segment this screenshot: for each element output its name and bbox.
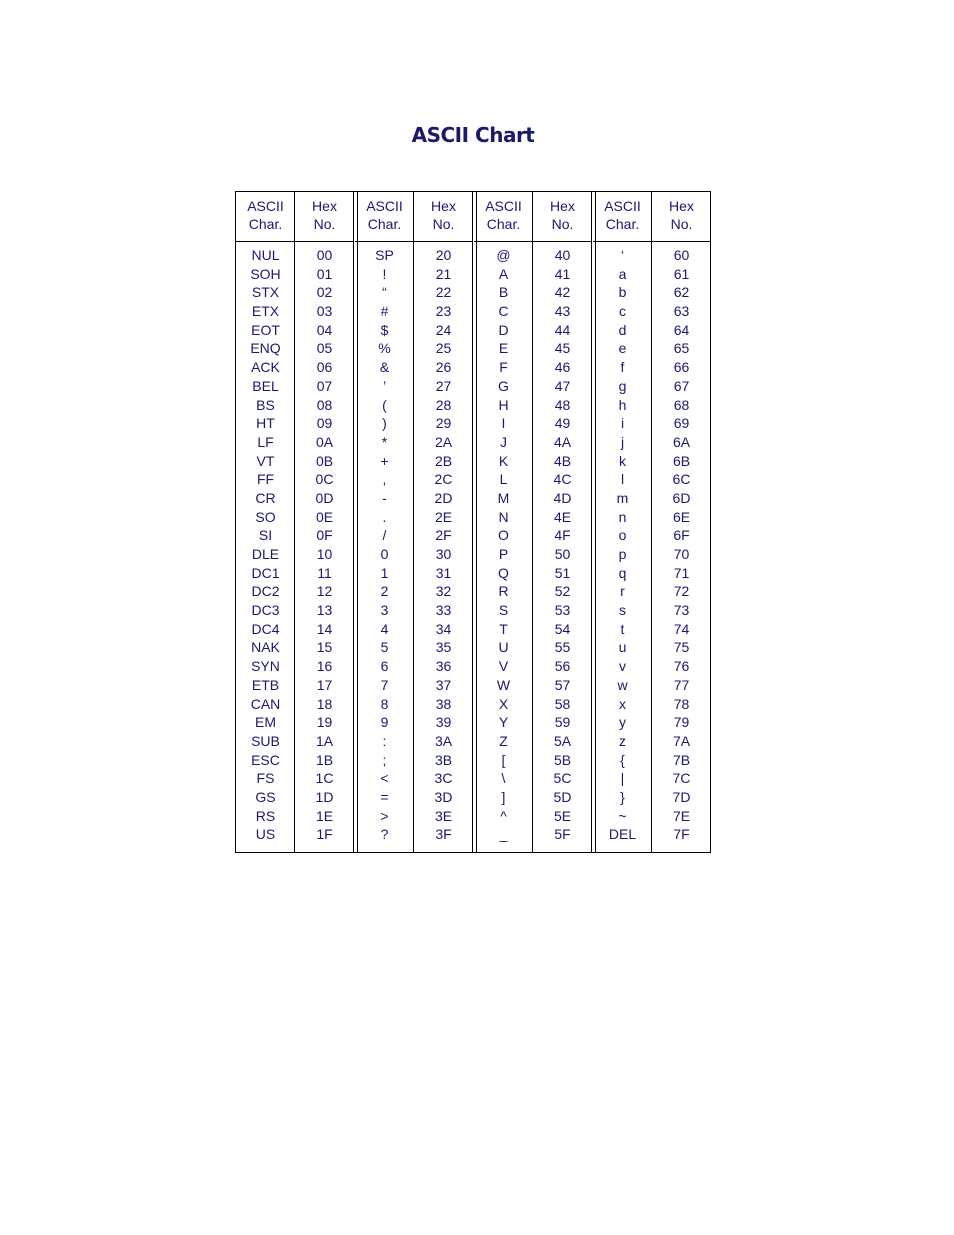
hex-column-header (414, 192, 473, 242)
hex-cell: 17 (316, 676, 333, 693)
ascii-cell: q (618, 564, 627, 581)
header-line-2: No. (313, 216, 336, 232)
ascii-cell: ] (501, 788, 506, 805)
ascii-cell: H (498, 396, 509, 413)
ascii-cell: A (498, 265, 509, 282)
ascii-cell: ’ (382, 377, 387, 394)
ascii-cell: HT (256, 415, 275, 432)
ascii-cell: Y (498, 714, 509, 731)
ascii-cell: K (498, 452, 509, 469)
ascii-cell: C (498, 303, 509, 320)
hex-column-header (295, 192, 354, 242)
ascii-cell: j (620, 433, 625, 450)
hex-cell: 27 (435, 377, 452, 394)
hex-cell: 5C (553, 770, 572, 787)
ascii-cell: 9 (380, 714, 389, 731)
hex-cell: 18 (316, 695, 333, 712)
hex-cell: 2F (435, 527, 452, 544)
hex-cell: 0F (316, 527, 333, 544)
ascii-cell: ( (382, 396, 387, 413)
hex-cell: 0D (315, 489, 334, 506)
ascii-cell: r (620, 583, 625, 600)
ascii-cell: DEL (608, 826, 637, 843)
ascii-cell: J (500, 433, 507, 450)
ascii-cell: NAK (251, 639, 280, 656)
ascii-cell: SUB (251, 732, 280, 749)
ascii-cell: 0 (380, 546, 389, 562)
ascii-cell: U (498, 639, 509, 656)
hex-cell: 36 (435, 658, 452, 675)
hex-cell: 20 (435, 247, 452, 263)
hex-cell: 7A (672, 732, 691, 749)
ascii-cell: BS (256, 396, 275, 413)
ascii-cell: SP (375, 247, 394, 263)
hex-cell: 1B (315, 751, 334, 768)
header-line-1: Hex (669, 198, 694, 214)
ascii-cell: a (618, 265, 627, 282)
column-divider (294, 192, 295, 852)
hex-cell: 2E (434, 508, 453, 525)
hex-cell: 47 (554, 377, 571, 394)
hex-cell: 7F (673, 826, 690, 843)
ascii-cell: ‘ (620, 247, 625, 263)
hex-cell: 08 (316, 396, 333, 413)
header-line-2: No. (432, 216, 455, 232)
ascii-cell: X (498, 695, 509, 712)
ascii-cell: “ (382, 284, 387, 301)
hex-cell: 43 (554, 303, 571, 320)
ascii-cell: } (620, 788, 625, 805)
ascii-cell: o (618, 527, 627, 544)
hex-cell: 15 (316, 639, 333, 656)
hex-cell: 61 (673, 265, 690, 282)
page-title: ASCII Chart (411, 123, 535, 147)
hex-cell: 67 (673, 377, 690, 394)
hex-cell: 2D (434, 489, 453, 506)
hex-cell: 68 (673, 396, 690, 413)
ascii-cell: 7 (380, 676, 389, 693)
ascii-cell: - (382, 489, 387, 506)
hex-cell: 3F (435, 826, 452, 843)
hex-cell: 5E (553, 807, 572, 824)
hex-cell: 39 (435, 714, 452, 731)
ascii-cell: @ (496, 247, 511, 263)
ascii-cell: # (380, 303, 389, 320)
hex-cell: 40 (554, 247, 571, 263)
ascii-cell: d (618, 321, 627, 338)
header-line-1: ASCII (366, 198, 403, 214)
hex-cell: 62 (673, 284, 690, 301)
ascii-cell: b (618, 284, 627, 301)
hex-cell: 35 (435, 639, 452, 656)
hex-cell: 66 (673, 359, 690, 376)
ascii-cell: 8 (380, 695, 389, 712)
hex-cell: 4D (553, 489, 572, 506)
hex-cell: 48 (554, 396, 571, 413)
ascii-cell: k (619, 452, 626, 469)
header-line-1: Hex (431, 198, 456, 214)
ascii-cell: NUL (251, 247, 280, 263)
ascii-cell: _ (499, 826, 508, 843)
ascii-cell: BEL (252, 377, 279, 394)
hex-cell: 5F (554, 826, 571, 843)
ascii-cell: c (619, 303, 626, 320)
ascii-cell: * (381, 433, 388, 450)
ascii-cell: US (255, 826, 276, 843)
ascii-cell: u (618, 639, 627, 656)
ascii-cell: t (620, 620, 625, 637)
hex-cell: 45 (554, 340, 571, 357)
ascii-cell: z (619, 732, 626, 749)
hex-cell: 3D (434, 788, 453, 805)
ascii-cell: DC2 (251, 583, 280, 600)
ascii-cell: N (498, 508, 509, 525)
hex-cell: 53 (554, 602, 571, 619)
ascii-cell: 5 (380, 639, 389, 656)
ascii-cell: | (620, 770, 625, 787)
hex-cell: 1E (315, 807, 334, 824)
hex-cell: 70 (673, 546, 690, 562)
hex-cell: 57 (554, 676, 571, 693)
hex-cell: 25 (435, 340, 452, 357)
hex-cell: 49 (554, 415, 571, 432)
ascii-cell: CAN (250, 695, 281, 712)
hex-column-2 (414, 192, 473, 852)
ascii-cell: SOH (250, 265, 281, 282)
hex-cell: 4C (553, 471, 572, 488)
ascii-cell: ; (382, 751, 387, 768)
hex-cell: 2C (434, 471, 453, 488)
ascii-cell: . (382, 508, 387, 525)
hex-cell: 0B (315, 452, 334, 469)
hex-cell: 50 (554, 546, 571, 562)
ascii-cell: EM (255, 714, 276, 731)
ascii-cell: 1 (380, 564, 389, 581)
ascii-cell: 4 (380, 620, 389, 637)
hex-cell: 3B (434, 751, 453, 768)
ascii-cell: ENQ (250, 340, 281, 357)
hex-cell: 69 (673, 415, 690, 432)
ascii-cell: f (620, 359, 625, 376)
ascii-cell: RS (255, 807, 276, 824)
ascii-cell: s (619, 602, 626, 619)
header-line-2: No. (670, 216, 693, 232)
hex-cell: 24 (435, 321, 452, 338)
ascii-cell: ETX (251, 303, 280, 320)
column-divider (651, 192, 652, 852)
ascii-cell: DC4 (251, 620, 280, 637)
ascii-cell: F (499, 359, 508, 376)
hex-cell: 65 (673, 340, 690, 357)
hex-column-header (652, 192, 711, 242)
hex-cell: 59 (554, 714, 571, 731)
hex-cell: 1D (315, 788, 334, 805)
hex-cell: 26 (435, 359, 452, 376)
ascii-cell: v (619, 658, 626, 675)
hex-cell: 34 (435, 620, 452, 637)
ascii-cell: L (499, 471, 508, 488)
hex-cell: 5A (553, 732, 572, 749)
hex-cell: 78 (673, 695, 690, 712)
ascii-cell: DC3 (251, 602, 280, 619)
hex-cell: 04 (316, 321, 333, 338)
hex-cell: 6C (672, 471, 691, 488)
hex-cell: 4E (553, 508, 572, 525)
ascii-cell: P (498, 546, 509, 562)
hex-cell: 41 (554, 265, 571, 282)
hex-cell: 09 (316, 415, 333, 432)
ascii-cell: n (618, 508, 627, 525)
hex-cell: 03 (316, 303, 333, 320)
ascii-cell: SO (255, 508, 276, 525)
ascii-cell: D (498, 321, 509, 338)
hex-cell: 05 (316, 340, 333, 357)
hex-cell: 38 (435, 695, 452, 712)
ascii-cell: \ (501, 770, 506, 787)
ascii-column-header (355, 192, 414, 242)
ascii-cell: O (498, 527, 509, 544)
ascii-cell: I (501, 415, 506, 432)
hex-cell: 6A (672, 433, 691, 450)
hex-cell: 6E (672, 508, 691, 525)
hex-cell: 5B (553, 751, 572, 768)
ascii-cell: G (498, 377, 509, 394)
hex-cell: 28 (435, 396, 452, 413)
ascii-cell: 3 (380, 602, 389, 619)
column-divider (532, 192, 533, 852)
hex-cell: 01 (316, 265, 333, 282)
ascii-cell: [ (501, 751, 506, 768)
hex-cell: 22 (435, 284, 452, 301)
ascii-cell: > (380, 807, 389, 824)
ascii-cell: y (619, 714, 626, 731)
ascii-cell: W (496, 676, 511, 693)
ascii-column-4 (593, 192, 652, 852)
header-line-2: Char. (486, 216, 521, 232)
hex-cell: 4B (553, 452, 572, 469)
hex-cell: 21 (435, 265, 452, 282)
hex-cell: 1C (315, 770, 334, 787)
ascii-cell: ! (382, 265, 387, 282)
hex-cell: 7E (672, 807, 691, 824)
ascii-cell: p (618, 546, 627, 562)
ascii-cell: ETB (251, 676, 280, 693)
ascii-cell: FS (256, 770, 275, 787)
hex-cell: 52 (554, 583, 571, 600)
hex-cell: 33 (435, 602, 452, 619)
ascii-chart-table (235, 191, 711, 853)
hex-cell: 7D (672, 788, 691, 805)
ascii-cell: % (378, 340, 391, 357)
ascii-cell: 6 (380, 658, 389, 675)
ascii-cell: & (379, 359, 390, 376)
ascii-cell: g (618, 377, 627, 394)
hex-cell: 79 (673, 714, 690, 731)
hex-cell: 0A (315, 433, 334, 450)
hex-cell: 51 (554, 564, 571, 581)
ascii-cell: ESC (251, 751, 280, 768)
hex-cell: 23 (435, 303, 452, 320)
hex-column-4 (652, 192, 711, 852)
ascii-column-1 (236, 192, 295, 852)
header-line-1: ASCII (247, 198, 284, 214)
ascii-cell: E (498, 340, 509, 357)
hex-cell: 58 (554, 695, 571, 712)
ascii-cell: VT (256, 452, 275, 469)
ascii-cell: FF (256, 471, 275, 488)
ascii-cell: T (499, 620, 508, 637)
header-line-1: Hex (550, 198, 575, 214)
hex-column-header (533, 192, 592, 242)
hex-cell: 13 (316, 602, 333, 619)
hex-cell: 74 (673, 620, 690, 637)
hex-cell: 0C (315, 471, 334, 488)
ascii-cell: S (498, 602, 509, 619)
hex-cell: 44 (554, 321, 571, 338)
ascii-column-header (593, 192, 652, 242)
header-line-2: Char. (248, 216, 283, 232)
ascii-column-header (236, 192, 295, 242)
ascii-cell: e (618, 340, 627, 357)
hex-cell: 12 (316, 583, 333, 600)
ascii-cell: x (619, 695, 626, 712)
ascii-cell: Z (499, 732, 508, 749)
hex-cell: 2A (434, 433, 453, 450)
hex-cell: 6F (673, 527, 690, 544)
ascii-cell: EOT (251, 321, 280, 338)
ascii-cell: + (380, 452, 389, 469)
hex-cell: 71 (673, 564, 690, 581)
hex-cell: 29 (435, 415, 452, 432)
ascii-cell: < (380, 770, 389, 787)
hex-cell: 0E (315, 508, 334, 525)
hex-cell: 4F (554, 527, 571, 544)
ascii-cell: $ (380, 321, 389, 338)
ascii-cell: V (498, 658, 509, 675)
hex-cell: 16 (316, 658, 333, 675)
hex-cell: 60 (673, 247, 690, 263)
hex-cell: 7C (672, 770, 691, 787)
header-line-1: ASCII (485, 198, 522, 214)
hex-cell: 3C (434, 770, 453, 787)
ascii-cell: ~ (618, 807, 627, 824)
ascii-cell: DC1 (251, 564, 280, 581)
ascii-cell: ? (380, 826, 389, 843)
ascii-cell: GS (255, 788, 276, 805)
header-line-1: ASCII (604, 198, 641, 214)
hex-cell: 76 (673, 658, 690, 675)
ascii-cell: : (382, 732, 387, 749)
hex-cell: 7B (672, 751, 691, 768)
hex-cell: 2B (434, 452, 453, 469)
hex-cell: 32 (435, 583, 452, 600)
hex-cell: 06 (316, 359, 333, 376)
ascii-cell: ) (382, 415, 387, 432)
ascii-column-header (474, 192, 533, 242)
hex-cell: 11 (317, 564, 332, 581)
hex-cell: 3E (434, 807, 453, 824)
ascii-cell: i (620, 415, 625, 432)
hex-cell: 64 (673, 321, 690, 338)
ascii-cell: = (380, 788, 389, 805)
column-divider (413, 192, 414, 852)
hex-cell: 1A (315, 732, 334, 749)
header-line-2: Char. (605, 216, 640, 232)
ascii-cell: h (618, 396, 627, 413)
hex-cell: 6D (672, 489, 691, 506)
header-line-1: Hex (312, 198, 337, 214)
ascii-cell: Q (498, 564, 509, 581)
header-line-2: Char. (367, 216, 402, 232)
hex-cell: 37 (435, 676, 452, 693)
hex-cell: 56 (554, 658, 571, 675)
ascii-column-3 (474, 192, 533, 852)
hex-cell: 19 (316, 714, 333, 731)
hex-cell: 10 (316, 546, 333, 562)
hex-cell: 63 (673, 303, 690, 320)
hex-cell: 4A (553, 433, 572, 450)
ascii-column-2 (355, 192, 414, 852)
hex-cell: 6B (672, 452, 691, 469)
hex-cell: 1F (316, 826, 333, 843)
hex-cell: 54 (554, 620, 571, 637)
ascii-cell: m (616, 489, 629, 506)
hex-cell: 55 (554, 639, 571, 656)
hex-cell: 77 (673, 676, 690, 693)
header-line-2: No. (551, 216, 574, 232)
hex-cell: 3A (434, 732, 453, 749)
ascii-cell: { (620, 751, 625, 768)
ascii-cell: SI (258, 527, 273, 544)
ascii-cell: w (617, 676, 628, 693)
ascii-cell: , (382, 471, 387, 488)
hex-cell: 73 (673, 602, 690, 619)
hex-cell: 31 (435, 564, 452, 581)
ascii-cell: / (382, 527, 387, 544)
hex-column-1 (295, 192, 354, 852)
hex-cell: 07 (316, 377, 333, 394)
ascii-cell: B (498, 284, 509, 301)
ascii-cell: ACK (251, 359, 280, 376)
hex-cell: 14 (316, 620, 333, 637)
ascii-cell: R (498, 583, 509, 600)
ascii-cell: LF (257, 433, 274, 450)
hex-cell: 5D (553, 788, 572, 805)
ascii-cell: ^ (500, 807, 507, 824)
hex-cell: 00 (316, 247, 333, 263)
ascii-cell: STX (251, 284, 280, 301)
ascii-cell: M (497, 489, 510, 506)
hex-cell: 75 (673, 639, 690, 656)
hex-cell: 02 (316, 284, 333, 301)
hex-column-3 (533, 192, 592, 852)
ascii-cell: l (620, 471, 625, 488)
hex-cell: 42 (554, 284, 571, 301)
ascii-cell: DLE (251, 546, 280, 562)
ascii-cell: CR (255, 489, 276, 506)
ascii-cell: 2 (380, 583, 389, 600)
ascii-cell: SYN (251, 658, 280, 675)
hex-cell: 30 (435, 546, 452, 562)
hex-cell: 72 (673, 583, 690, 600)
hex-cell: 46 (554, 359, 571, 376)
